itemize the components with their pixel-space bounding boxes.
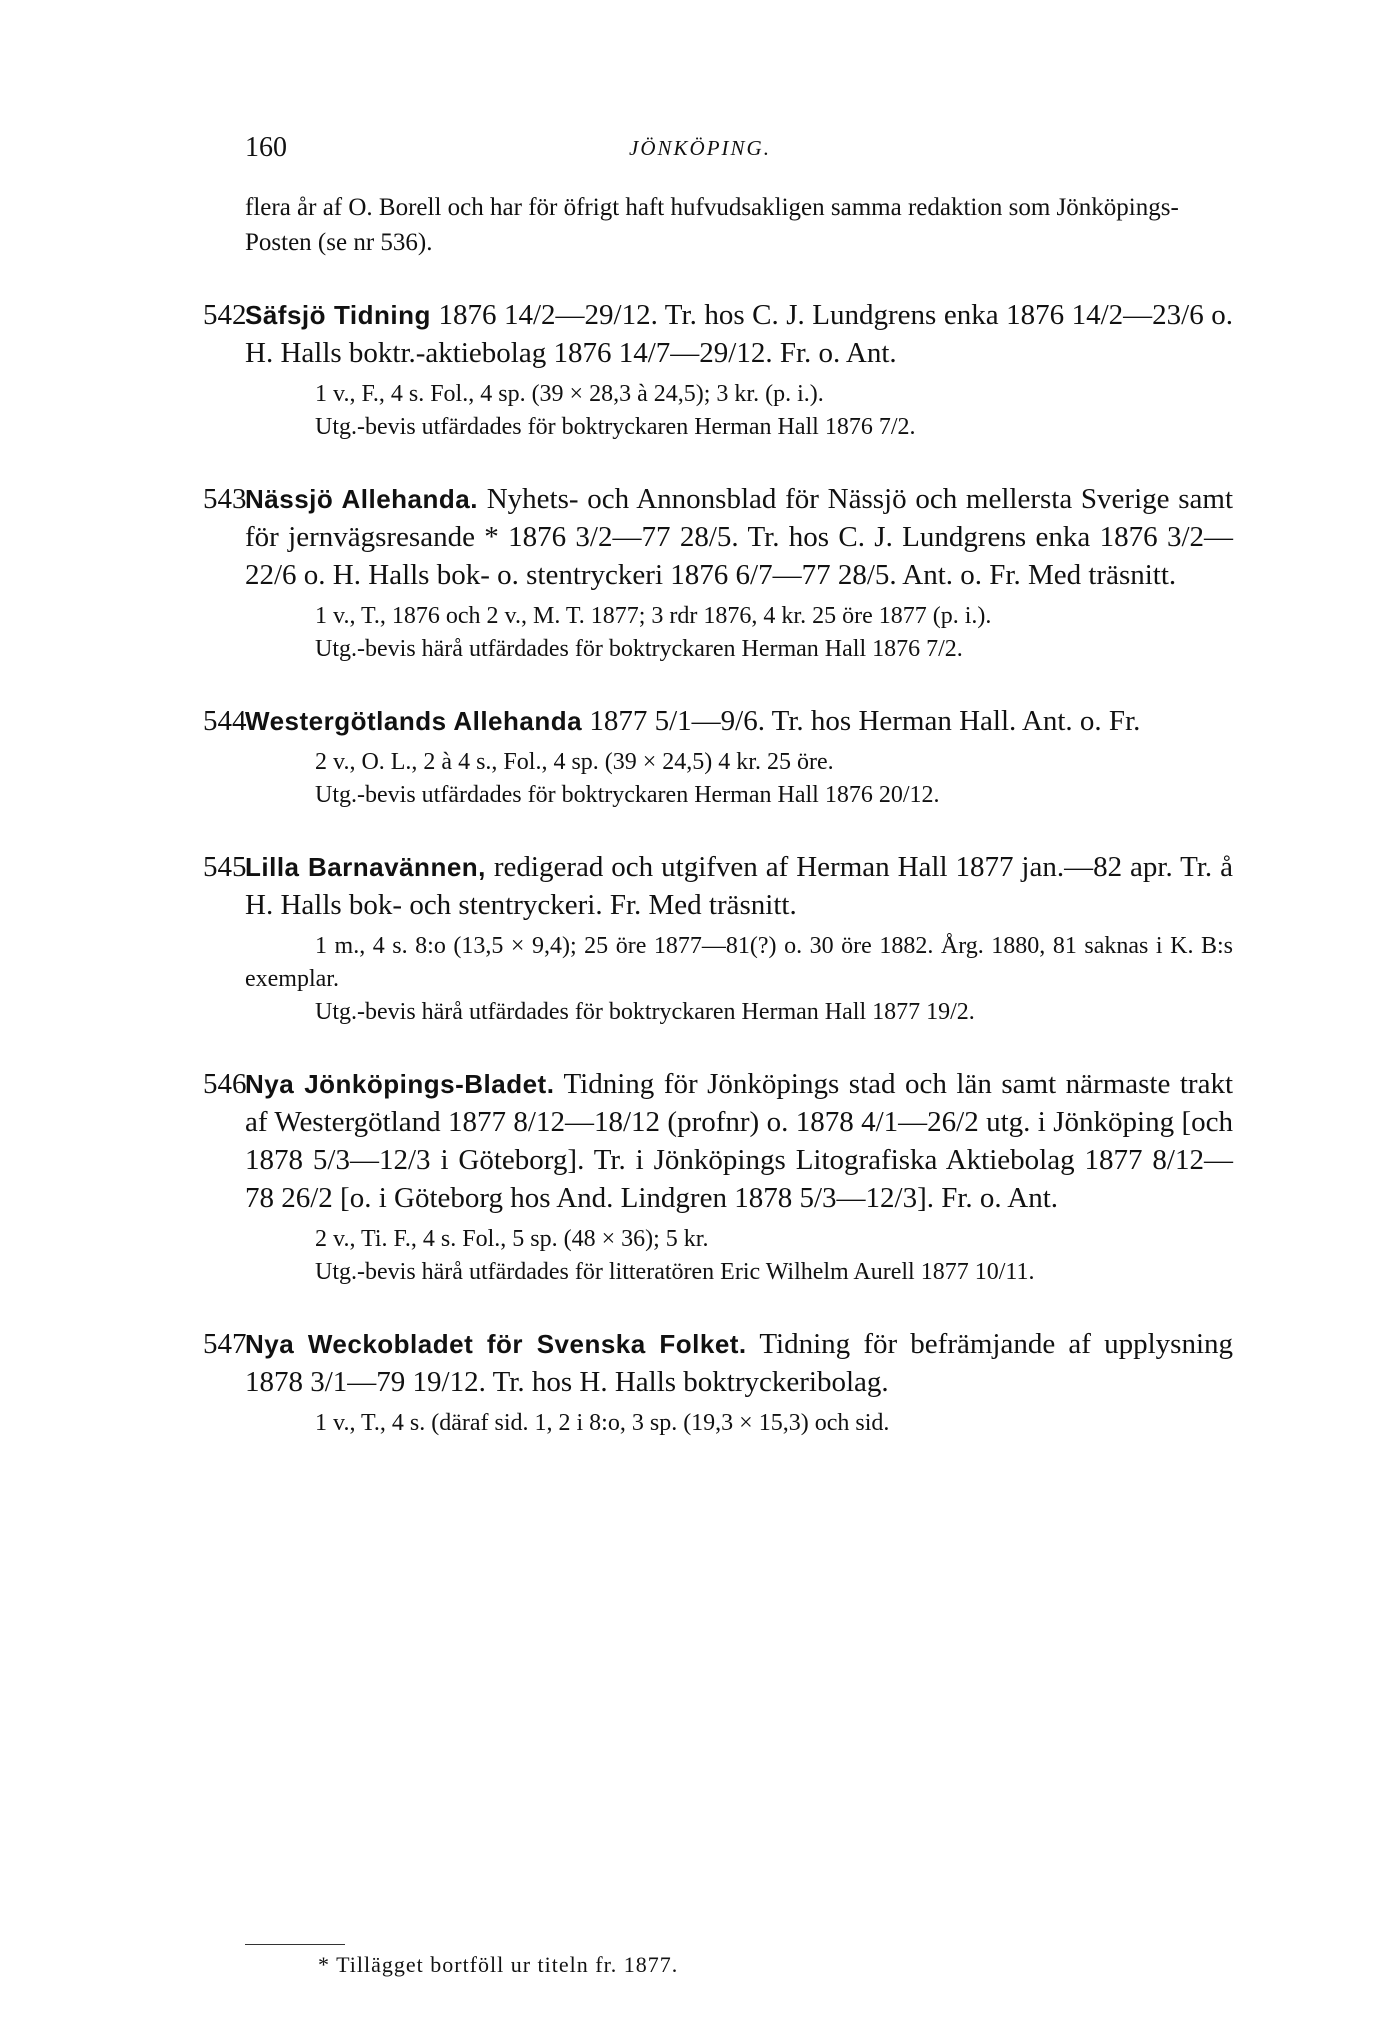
entry-details <box>245 930 1233 1029</box>
entry-number: 542 <box>203 299 247 331</box>
page-content <box>203 190 1234 1440</box>
continuation-paragraph: flera år af O. Borell och har för öfrigt haft hufvudsakligen samma redaktion som Jönköpings-Posten (se nr 536). <box>245 194 1179 256</box>
entry-title: Säfsjö Tidning <box>245 300 431 330</box>
entry-title: Nya Jönköpings-Bladet. <box>245 1069 555 1099</box>
entry-body: Nyhets- och Annonsblad för Nässjö och mellersta Sverige samt för jernvägsresande * 1876 3/2—77 28/5. Tr. hos C. J. Lundgrens enka 1876 3/2—22/6 o. H. Halls bok- o. stentryckeri 1876 6/7—77 28/5. Ant. o. Fr. Med träsnitt. <box>245 483 1234 591</box>
catalog-entry <box>203 1065 1234 1289</box>
entry-number: 546 <box>203 1068 247 1100</box>
entry-detail-line: 1 v., T., 1876 och 2 v., M. T. 1877; 3 rdr 1876, 4 kr. 25 öre 1877 (p. i.). <box>315 603 992 629</box>
entry-number: 544 <box>203 705 247 737</box>
entry-title: Westergötlands Allehanda <box>245 706 583 736</box>
entry-detail-line: 1 v., T., 4 s. (däraf sid. 1, 2 i 8:o, 3 sp. (19,3 × 15,3) och sid. <box>315 1410 890 1436</box>
catalog-entry <box>203 480 1234 666</box>
catalog-entry <box>203 1325 1233 1440</box>
entry-main <box>245 296 1233 372</box>
entry-number: 543 <box>203 483 247 515</box>
entry-main <box>245 848 1233 924</box>
entry-body: Tidning för Jönköpings stad och län samt närmaste trakt af Westergötland 1877 8/12—18/12 (profnr) o. 1878 4/1—26/2 utg. i Jönköping [och 1878 5/3—12/3 i Göteborg]. Tr. i Jönköpings Litografiska Aktiebolag 1877 8/12—78 26/2 [o. i Göteborg hos And. Lindgren 1878 5/3—12/3]. Fr. o. Ant. <box>245 1068 1234 1214</box>
entry-main <box>245 1325 1233 1401</box>
entry-detail-line: Utg.-bevis härå utfärdades för boktryckaren Herman Hall 1877 19/2. <box>315 999 975 1025</box>
entry-number: 545 <box>203 851 247 883</box>
entry-body: 1877 5/1—9/6. Tr. hos Herman Hall. Ant. o. Fr. <box>589 705 1141 737</box>
entry-details <box>245 378 1233 444</box>
entry-detail-line: Utg.-bevis härå utfärdades för boktryckaren Herman Hall 1876 7/2. <box>315 636 963 662</box>
entry-detail-line: 2 v., O. L., 2 à 4 s., Fol., 4 sp. (39 × 24,5) 4 kr. 25 öre. <box>315 749 834 775</box>
entry-number: 547 <box>203 1328 247 1360</box>
entry-main <box>245 702 1233 740</box>
entry-detail-line: Utg.-bevis utfärdades för boktryckaren Herman Hall 1876 7/2. <box>315 414 916 440</box>
entry-main <box>245 480 1233 594</box>
entry-detail-line: 1 v., F., 4 s. Fol., 4 sp. (39 × 28,3 à 24,5); 3 kr. (p. i.). <box>315 381 824 407</box>
entry-body: 1876 14/2—29/12. Tr. hos C. J. Lundgrens enka 1876 14/2—23/6 o. H. Halls boktr.-aktiebolag 1876 14/7—29/12. Fr. o. Ant. <box>245 299 1233 369</box>
page-header <box>0 132 1400 172</box>
entry-details <box>245 1407 1233 1440</box>
footnote: * Tillägget bortföll ur titeln fr. 1877. <box>318 1952 679 1977</box>
catalog-entry <box>203 848 1233 1029</box>
catalog-entry <box>203 702 1233 812</box>
footnote-divider <box>245 1944 345 1945</box>
entry-body: redigerad och utgifven af Herman Hall 1877 jan.—82 apr. Tr. å H. Halls bok- och stentryckeri. Fr. Med träsnitt. <box>245 851 1233 921</box>
entry-details <box>245 746 1233 812</box>
entry-body: Tidning för befrämjande af upplysning 1878 3/1—79 19/12. Tr. hos H. Halls boktryckeribolag. <box>245 1328 1233 1398</box>
entry-details <box>245 1223 1233 1289</box>
entry-detail-line: 2 v., Ti. F., 4 s. Fol., 5 sp. (48 × 36); 5 kr. <box>315 1226 709 1252</box>
entry-details <box>245 600 1233 666</box>
running-title: JÖNKÖPING. <box>629 136 771 160</box>
entry-detail-line: Utg.-bevis härå utfärdades för litteratören Eric Wilhelm Aurell 1877 10/11. <box>315 1259 1035 1285</box>
entry-detail-line: Utg.-bevis utfärdades för boktryckaren Herman Hall 1876 20/12. <box>315 782 940 808</box>
page-number: 160 <box>245 132 287 163</box>
entry-title: Lilla Barnavännen, <box>245 852 486 882</box>
entry-main <box>245 1065 1233 1217</box>
entry-detail-line: 1 m., 4 s. 8:o (13,5 × 9,4); 25 öre 1877—81(?) o. 30 öre 1882. Årg. 1880, 81 saknas i K. B:s exemplar. <box>245 933 1233 992</box>
entry-title: Nässjö Allehanda. <box>245 484 478 514</box>
catalog-entry <box>203 296 1233 444</box>
entry-title: Nya Weckobladet för Svenska Folket. <box>245 1329 747 1359</box>
